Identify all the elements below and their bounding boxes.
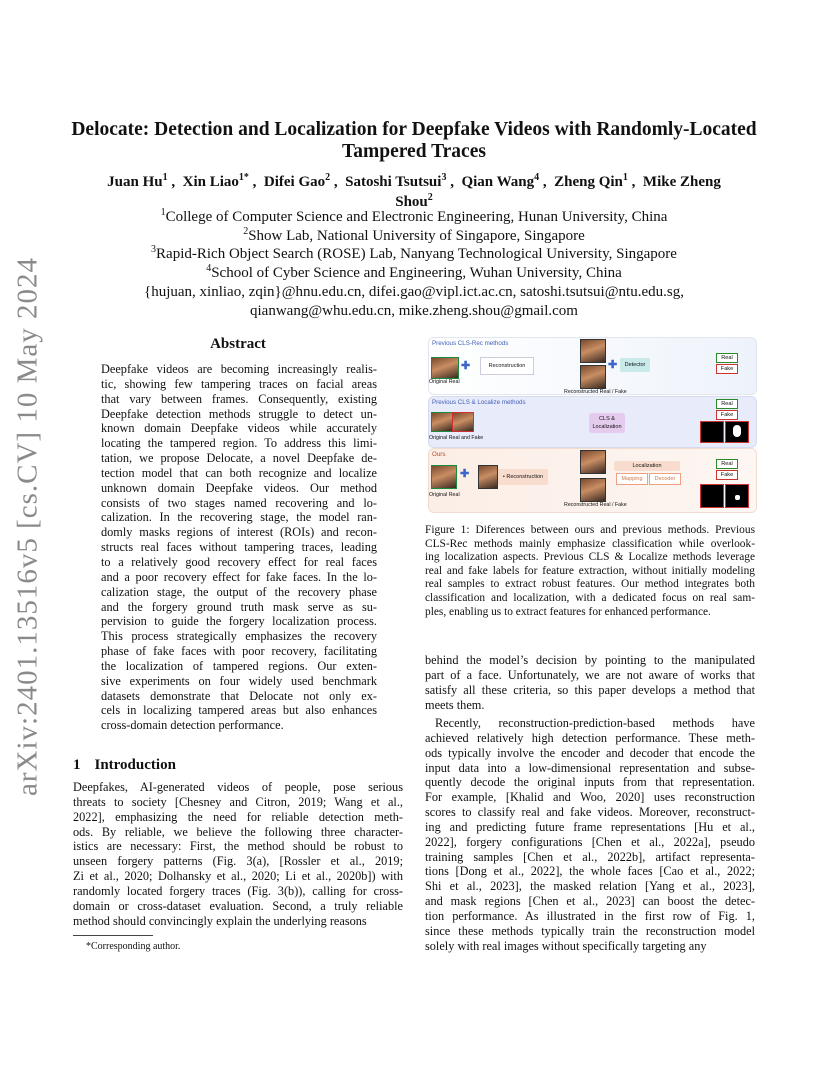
text-line: method should convincingly explain the underlying reasons bbox=[73, 913, 367, 928]
section-number: 1 bbox=[73, 757, 81, 773]
text-line: CLS-Rec methods mainly emphasize classification while overlook- bbox=[425, 537, 755, 550]
text-line: and a poor recovery effect for fake faces. In the lo- bbox=[101, 569, 377, 584]
text-line: cels in localizing tampered areas but also enhances bbox=[101, 703, 377, 718]
text-line: istics are necessary: First, the method should be robust to bbox=[73, 839, 403, 854]
fake-label: Fake bbox=[716, 470, 738, 480]
text-line: to a relatively good recovery effect for real faces bbox=[101, 554, 377, 569]
author-sup: 4 bbox=[534, 172, 540, 183]
face-image bbox=[431, 465, 457, 489]
author: Shou bbox=[395, 194, 428, 210]
real-label: Real bbox=[716, 399, 738, 409]
footnote: *Corresponding author. bbox=[86, 941, 181, 952]
author-sup: 3 bbox=[441, 172, 447, 183]
text-line: Deepfake detection methods struggle to detect un- bbox=[101, 406, 377, 421]
figure-label: Reconstructed Real / Fake bbox=[564, 389, 627, 395]
abstract-heading: Abstract bbox=[210, 336, 266, 352]
text-line: known domain Deepfake videos while accurately bbox=[101, 421, 377, 436]
face-image bbox=[580, 450, 606, 474]
text-line: Figure 1: Diferences between ours and previous methods. Previous bbox=[425, 524, 755, 536]
text-line: 2022], forgery configurations [Chen et al., 2022a], pseudo bbox=[425, 834, 755, 849]
text-line: structs real faces without tampering traces, leading bbox=[101, 540, 377, 555]
paper-title bbox=[60, 119, 768, 163]
right-paragraph-2 bbox=[425, 716, 755, 954]
email-line: qianwang@whu.edu.cn, mike.zheng.shou@gmail.com bbox=[250, 302, 578, 319]
text-line: For example, [Khalid and Woo, 2020] uses reconstruction bbox=[425, 790, 755, 805]
text-line: datasets demonstrate that Delocate not only ex- bbox=[101, 688, 377, 703]
email-line: {hujuan, xinliao, zqin}@hnu.edu.cn, difei.gao@vipl.ict.ac.cn, satoshi.tsutsui@ntu.edu.sg, bbox=[144, 283, 684, 300]
author-list: Juan Hu$^1$ , Xin Liao$^{1*}$ , Difei Gao$^2$ , Satoshi Tsutsui$^3$ , Qian Wang$^4$ , Zheng Qin$^1$ , Mike Zheng Shou$^2$ bbox=[107, 172, 721, 210]
mapping-box: Mapping bbox=[616, 473, 648, 485]
text-line: tic, showing few tampering traces on facial areas bbox=[101, 376, 377, 391]
mask-image bbox=[725, 484, 749, 508]
text-line: real and fake labels for feature extraction, without initially modeling bbox=[425, 564, 755, 577]
text-line: the localization of tampered regions. Our exten- bbox=[101, 658, 377, 673]
decoder-box: Decoder bbox=[649, 473, 681, 485]
row-label: Previous CLS-Rec methods bbox=[432, 340, 509, 347]
figure-label: Original Real and Fake bbox=[429, 435, 484, 441]
section-heading bbox=[73, 757, 176, 774]
plus-icon: ✚ bbox=[461, 360, 471, 372]
mask-image bbox=[725, 421, 749, 443]
fake-label: Fake bbox=[716, 410, 738, 420]
row-label: Previous CLS & Localize methods bbox=[432, 399, 526, 406]
text-line: domly masks regions of interest (ROIs) and recon- bbox=[101, 525, 377, 540]
author: Juan Hu bbox=[107, 174, 163, 190]
abstract-body bbox=[101, 362, 377, 733]
text-line: Zi et al., 2020; Dolhansky et al., 2020; Li et al., 2020b]) with bbox=[73, 869, 403, 884]
author-sup: 1* bbox=[238, 172, 249, 183]
figure-1 bbox=[428, 337, 755, 511]
detector-box: Detector bbox=[620, 358, 650, 372]
mask-image bbox=[700, 421, 724, 443]
arxiv-stamp: arXiv:2401.13516v5 [cs.CV] 10 May 2024 bbox=[11, 257, 44, 797]
text-line: tion performance. As illustrated in the first row of Fig. 1, bbox=[425, 908, 755, 923]
author: Mike Zheng bbox=[642, 174, 721, 190]
text-line: satisfy all these criteria, so this paper develops a method that bbox=[425, 682, 755, 697]
text-line: unknown domain Deepfake videos. Our method bbox=[101, 480, 377, 495]
face-image bbox=[478, 465, 498, 489]
author-sup: 1 bbox=[162, 172, 168, 183]
text-line: unseen forgery patterns (Fig. 3(a), [Rossler et al., 2019; bbox=[73, 854, 403, 869]
footnote-rule bbox=[73, 935, 153, 936]
face-image bbox=[452, 412, 474, 432]
real-label: Real bbox=[716, 353, 738, 363]
author: Qian Wang bbox=[461, 174, 535, 190]
text-line: tions [Dong et al., 2022], the whole faces [Cao et al., 2022; bbox=[425, 864, 755, 879]
text-line: tation, we propose Delocate, a novel Deepfake de- bbox=[101, 451, 377, 466]
text-line: scores to classify real and fake videos. Moreover, reconstruct- bbox=[425, 805, 755, 820]
right-paragraph-1 bbox=[425, 653, 755, 712]
text-line: threats to society [Chesney and Citron, 2019; Wang et al., bbox=[73, 794, 403, 809]
affiliation: $^2$Show Lab, National University of Singapore, Singapore bbox=[243, 225, 585, 244]
text-line: behind the model’s decision by pointing to the manipulated bbox=[425, 653, 755, 667]
reconstruction-box: • Reconstruction bbox=[498, 469, 548, 485]
fake-label: Fake bbox=[716, 364, 738, 374]
text-line: Deepfake videos are becoming increasingly realis- bbox=[101, 362, 377, 376]
text-line: solely with real images without specifically targeting any bbox=[425, 938, 707, 953]
text-line: tection model that can both recognize and localize bbox=[101, 465, 377, 480]
text-line: classification and localization, with a dedicated focus on real sam- bbox=[425, 591, 755, 604]
localization-box: Localization bbox=[614, 461, 680, 471]
text-line: phase of fake faces with poor recovery, facilitating bbox=[101, 644, 377, 659]
figure-caption bbox=[425, 524, 755, 619]
text-line: ples, enabling us to extract features for enhanced performance. bbox=[425, 605, 711, 618]
figure-label: Original Real bbox=[429, 492, 460, 498]
text-line: ing localization aspects. Previous CLS & Localize methods leverage bbox=[425, 551, 755, 564]
title-line-1: Delocate: Detection and Localization for Deepfake Videos with Randomly-Located bbox=[71, 119, 757, 140]
text-line: quently decode the original inputs from that representation. bbox=[425, 775, 755, 790]
author: Satoshi Tsutsui bbox=[345, 174, 442, 190]
text-line: and mask regions [Chen et al., 2023] can boost the detec- bbox=[425, 894, 755, 909]
row-label: Ours bbox=[432, 451, 446, 458]
text-line: domain or cross-dataset evaluation. Second, a truly reliable bbox=[73, 898, 403, 913]
author-sup: 2 bbox=[325, 172, 331, 183]
text-line: real samples to extract robust features. Our method integrates both bbox=[425, 578, 755, 591]
text-line: sive experiments on four widely used benchmark bbox=[101, 673, 377, 688]
text-line: and the forgery ground truth mask serve as su- bbox=[101, 599, 377, 614]
face-image bbox=[431, 357, 459, 379]
text-line: Deepfakes, AI-generated videos of people, pose serious bbox=[73, 780, 403, 794]
intro-body bbox=[73, 780, 403, 928]
text-line: calization stage, the output of the recovery phase bbox=[101, 584, 377, 599]
text-line: part of a face. Unfortunately, we are not aware of works that bbox=[425, 667, 755, 682]
text-line: ing and predicting future frame representations [Hu et al., bbox=[425, 819, 755, 834]
text-line: 2022], emphasizing the need for reliable detection meth- bbox=[73, 809, 403, 824]
text-line: that vary between frames. Consequently, existing bbox=[101, 391, 377, 406]
text-line: cross-domain detection performance. bbox=[101, 718, 284, 733]
affiliation: $^1$College of Computer Science and Electronic Engineering, Hunan University, China bbox=[160, 207, 668, 225]
text-line: consists of two stages named recovering and lo- bbox=[101, 495, 377, 510]
text-line: randomly located forgery traces (Fig. 3(b)), calling for cross- bbox=[73, 883, 403, 898]
text-line: calization. In the recovering stage, the model ran- bbox=[101, 510, 377, 525]
section-title: Introduction bbox=[94, 757, 176, 773]
text-line: input data into a low-dimensional representation and subse- bbox=[425, 760, 755, 775]
text-line: achieved relatively high detection performance. These meth- bbox=[425, 730, 755, 745]
plus-icon: ✚ bbox=[460, 468, 470, 480]
face-image bbox=[580, 478, 606, 502]
mask-image bbox=[700, 484, 724, 508]
author: Difei Gao bbox=[263, 174, 326, 190]
author: Zheng Qin bbox=[554, 174, 623, 190]
author-sup: 1 bbox=[622, 172, 628, 183]
text-line: Shi et al., 2023], the masked relation [Yang et al., 2023], bbox=[425, 879, 755, 894]
text-line: This process strategically emphasizes the recovery bbox=[101, 629, 377, 644]
face-image bbox=[580, 365, 606, 389]
text-line: ods typically involve the encoder and decoder that encode the bbox=[425, 745, 755, 760]
text-line: since these methods typically train the reconstruction model bbox=[425, 923, 755, 938]
author-sup: 2 bbox=[427, 192, 433, 203]
figure-label: Reconstructed Real / Fake bbox=[564, 502, 627, 508]
text-line: locating the tampered region. To address this limi- bbox=[101, 436, 377, 451]
author: Xin Liao bbox=[182, 174, 239, 190]
affiliation: $^3$Rapid-Rich Object Search (ROSE) Lab, Nanyang Technological University, Singapore bbox=[151, 244, 677, 263]
text-line: training samples [Chen et al., 2022b], artifact representa- bbox=[425, 849, 755, 864]
reconstruction-box: Reconstruction bbox=[480, 357, 534, 375]
text-line: meets them. bbox=[425, 697, 485, 712]
affiliation: $^4$School of Cyber Science and Engineering, Wuhan University, China bbox=[206, 263, 622, 282]
plus-icon: ✚ bbox=[608, 359, 618, 371]
face-image bbox=[431, 412, 453, 432]
title-line-2: Tampered Traces bbox=[342, 141, 486, 162]
text-line: ods. By reliable, we believe the following three character- bbox=[73, 824, 403, 839]
affiliations bbox=[60, 208, 768, 320]
real-label: Real bbox=[716, 459, 738, 469]
figure-label: Original Real bbox=[429, 379, 460, 385]
face-image bbox=[580, 339, 606, 363]
text-line: Recently, reconstruction-prediction-based methods have bbox=[435, 716, 755, 730]
text-line: pervision to guide the forgery localization process. bbox=[101, 614, 377, 629]
cls-localization-box: CLS & Localization bbox=[589, 413, 625, 433]
